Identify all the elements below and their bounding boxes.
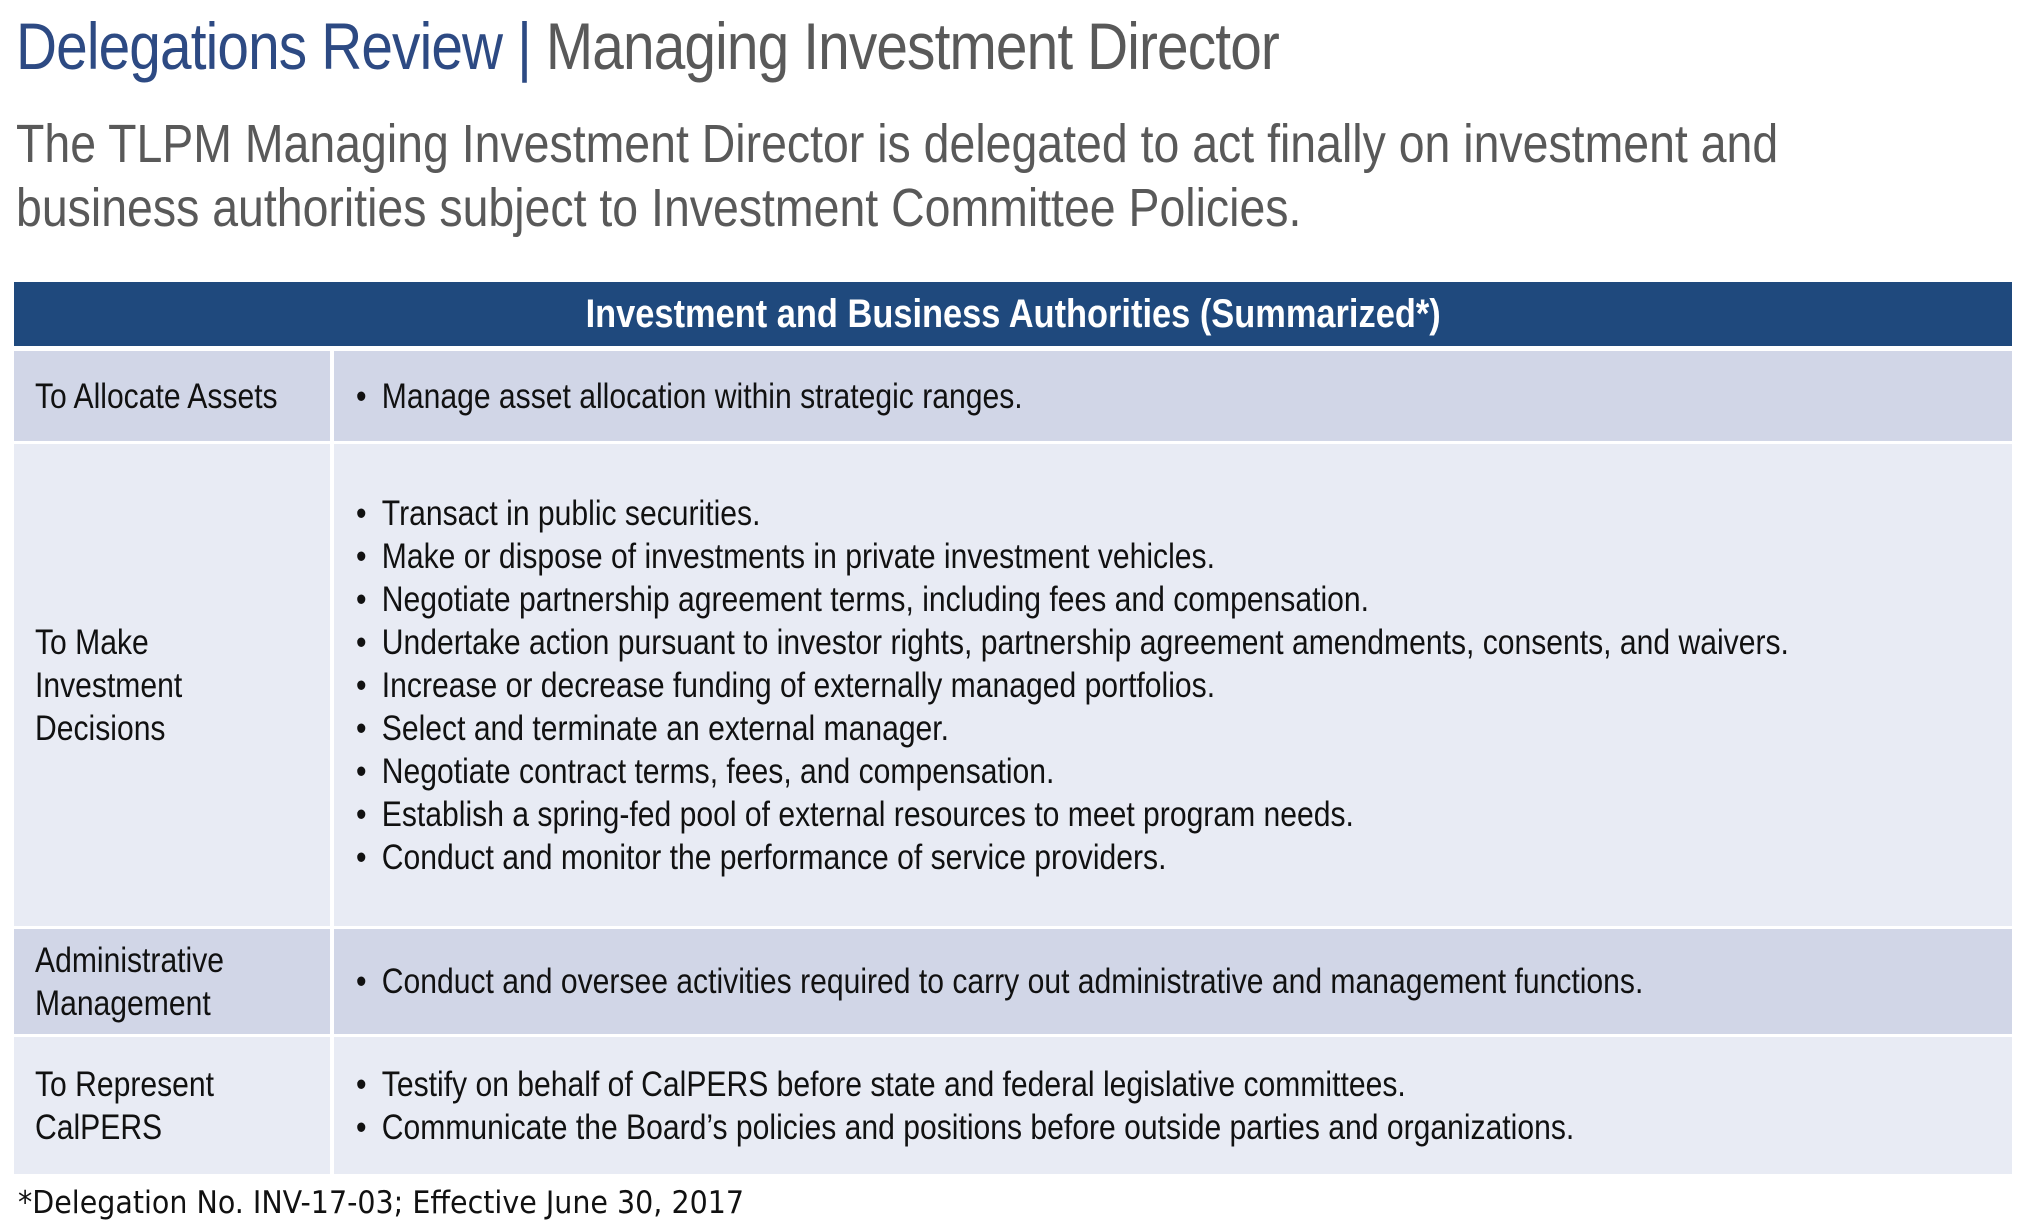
table-row-investment-decisions [14, 444, 2012, 929]
row-label: To Represent CalPERS [35, 1064, 215, 1147]
title-separator: | [502, 9, 546, 83]
bullet-list [356, 375, 2032, 418]
row-label: To Make Investment Decisions [35, 622, 183, 748]
row-label-cell [14, 351, 334, 441]
table-header-text: Investment and Business Authorities (Summarized*) [585, 291, 1441, 336]
bullet-item: • Undertake action pursuant to investor rights, partnership agreement amendments, consents, and waivers. [356, 621, 2032, 664]
bullet-item: • Increase or decrease funding of externally managed portfolios. [356, 664, 2032, 707]
row-label: Administrative Management [35, 940, 225, 1023]
row-body-cell [334, 929, 2032, 1034]
bullet-item: • Negotiate partnership agreement terms, including fees and compensation. [356, 578, 2032, 621]
table-row-administrative-management [14, 929, 2012, 1037]
row-body-cell [334, 1037, 2032, 1174]
bullet-item: • Conduct and monitor the performance of service providers. [356, 836, 2032, 879]
row-label: To Allocate Assets [35, 376, 278, 416]
table-header [14, 282, 2012, 351]
bullet-item: • Make or dispose of investments in private investment vehicles. [356, 535, 2032, 578]
bullet-item: • Testify on behalf of CalPERS before state and federal legislative committees. [356, 1063, 2032, 1106]
bullet-item: • Conduct and oversee activities required to carry out administrative and management functions. [356, 960, 2032, 1003]
row-body-cell [334, 444, 2032, 926]
row-label-cell [14, 929, 334, 1034]
bullet-item: • Establish a spring-fed pool of external resources to meet program needs. [356, 793, 2032, 836]
title-role: Managing Investment Director [545, 9, 1279, 83]
bullet-item: • Transact in public securities. [356, 492, 2032, 535]
authorities-table [14, 282, 2012, 1177]
bullet-item: • Manage asset allocation within strategic ranges. [356, 375, 2032, 418]
table-row-represent-calpers [14, 1037, 2012, 1177]
footnote: *Delegation No. INV-17-03; Effective June 30, 2017 [18, 1185, 745, 1221]
row-body-cell [334, 351, 2032, 441]
page-subtitle: The TLPM Managing Investment Director is delegated to act finally on investment and business authorities subject to Investment Committee Policies. [16, 114, 1779, 238]
row-label-cell [14, 444, 334, 926]
table-row-allocate-assets [14, 351, 2012, 444]
bullet-item: • Communicate the Board’s policies and positions before outside parties and organizations. [356, 1106, 2032, 1149]
bullet-list [356, 960, 2032, 1003]
bullet-list [356, 1063, 2032, 1149]
bullet-list [356, 492, 2032, 879]
title-section: Delegations Review [16, 9, 503, 83]
page-title [16, 2, 1279, 90]
bullet-item: • Select and terminate an external manager. [356, 707, 2032, 750]
bullet-item: • Negotiate contract terms, fees, and compensation. [356, 750, 2032, 793]
row-label-cell [14, 1037, 334, 1174]
